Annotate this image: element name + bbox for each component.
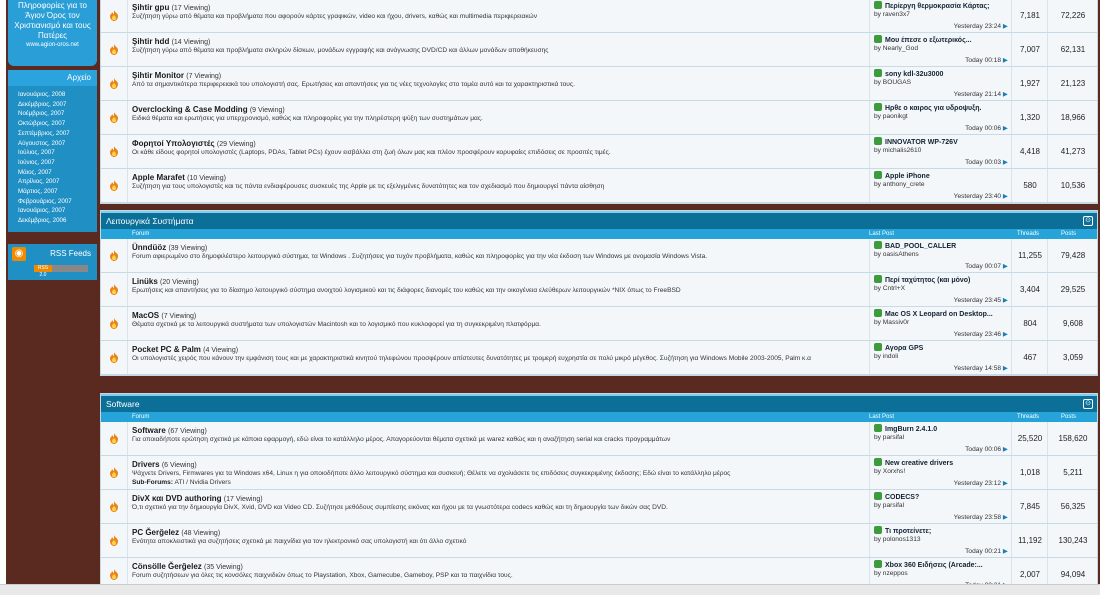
last-post-cell: [869, 101, 1012, 134]
posts-count: 62,131: [1047, 33, 1098, 66]
last-post-author[interactable]: by michalis2610: [874, 147, 922, 154]
forum-row: [101, 307, 1097, 341]
archive-list: [8, 90, 97, 226]
last-post-time-text: Today 00:21: [965, 548, 1002, 555]
forum-viewing: (17 Viewing): [171, 5, 211, 12]
forum-info: [132, 345, 862, 363]
forum-status-cell: [101, 341, 128, 374]
forum-description: Forum συζητήσεων για όλες τις κονσόλες παιχνιδιών όπως το Playstation, Xbox, Gamecube, Gameboy, PSP και τα παιχνίδια τους.: [132, 572, 513, 579]
forum-description: Συζήτηση γύρω από θέματα και προβλήματα που αφορούν κάρτες γραφικών, video και ήχου, drivers, καθώς και multimedia περιφερειακών: [132, 13, 537, 20]
forum-viewing: (14 Viewing): [171, 39, 211, 46]
forum-status-cell: [101, 239, 128, 272]
go-to-post-icon[interactable]: ▶: [1002, 514, 1008, 521]
last-post-cell: [869, 422, 1012, 455]
forum-row: [101, 239, 1097, 273]
forum-info: [132, 528, 862, 546]
collapse-icon[interactable]: ⊙: [1083, 399, 1093, 409]
section-title[interactable]: [101, 211, 1097, 229]
last-post-cell: [869, 524, 1012, 557]
forum-viewing: (7 Viewing): [186, 73, 222, 80]
rss-label[interactable]: RSS Feeds: [50, 249, 91, 258]
last-post-cell: [869, 307, 1012, 340]
forum-status-icon: [108, 501, 120, 512]
forum-info: [132, 37, 862, 55]
forum-info: [132, 494, 862, 512]
go-to-post-icon[interactable]: ▶: [1002, 446, 1008, 453]
post-icon: [874, 343, 882, 351]
posts-count: 21,123: [1047, 67, 1098, 100]
last-post-time-text: Today 00:03: [965, 159, 1002, 166]
post-icon: [874, 526, 882, 534]
last-post-title-text[interactable]: Τι προτείνετε;: [885, 528, 932, 535]
forum-status-cell: [101, 273, 128, 306]
forum-row: [101, 273, 1097, 307]
archive-item[interactable]: Δεκέμβριος, 2007: [18, 100, 67, 108]
posts-count: 158,620: [1047, 422, 1098, 455]
archive-item[interactable]: Ιανουάριος, 2008: [18, 91, 66, 98]
forum-title[interactable]: Software: [132, 426, 166, 435]
forum-status-cell: [101, 490, 128, 523]
last-post-time: [954, 513, 1008, 521]
threads-count: 25,520: [1011, 422, 1048, 455]
last-post-time-text: Today 00:18: [965, 57, 1002, 64]
last-post-author[interactable]: by anthony_crete: [874, 181, 925, 188]
forum-info: [132, 426, 862, 444]
forum-title[interactable]: Overclocking & Case Modding: [132, 105, 248, 114]
last-post-author[interactable]: by paonikgt: [874, 113, 908, 120]
archive-item[interactable]: Ιούνιος, 2007: [18, 158, 55, 166]
col-threads: Threads: [1017, 231, 1040, 237]
col-last-post: Last Post: [869, 414, 895, 420]
last-post-title[interactable]: [874, 103, 981, 112]
last-post-time: [965, 124, 1008, 132]
forum-description: Συζήτηση για τους υπολογιστές και τις πάντα ενδιαφέρουσες συσκευές της Apple με τις εξελιγμένες δυνατότητες και τον σχεδιασμό που δημιουργεί πάντα αίσθηση: [132, 183, 605, 190]
last-post-author[interactable]: by indoli: [874, 353, 899, 360]
last-post-time: [954, 479, 1008, 487]
archive-item[interactable]: Δεκέμβριος, 2006: [18, 217, 67, 225]
threads-count: 1,320: [1011, 101, 1048, 134]
last-post-author[interactable]: by polonos1313: [874, 536, 921, 543]
threads-count: 3,404: [1011, 273, 1048, 306]
forum-status-icon: [108, 433, 120, 444]
forum-status-cell: [101, 456, 128, 489]
forum-title[interactable]: Pocket PC & Palm: [132, 345, 201, 354]
forum-title[interactable]: MacOS: [132, 311, 160, 320]
post-icon: [874, 103, 882, 111]
last-post-title[interactable]: [874, 171, 930, 180]
last-post-cell: [869, 341, 1012, 374]
last-post-time-text: Yesterday 23:45: [953, 297, 1002, 304]
forum-row: [101, 169, 1097, 203]
subforums: [132, 479, 862, 486]
forum-description: Θέματα σχετικά με τα λειτουργικά συστήματα των υπολογιστών Macintosh και το λογισμικό που κυκλοφορεί για τη συγκεκριμένη πλατφόρμα.: [132, 321, 541, 328]
post-icon: [874, 458, 882, 466]
last-post-title-text[interactable]: Xbox 360 Ειδήσεις (Arcade:...: [885, 562, 983, 569]
forum-info: [132, 71, 862, 89]
archive-item[interactable]: Σεπτέμβριος, 2007: [18, 129, 70, 137]
rss-box[interactable]: [8, 244, 97, 280]
forum-info: [132, 243, 862, 261]
forum-title[interactable]: Şihtir hdd: [132, 37, 170, 46]
go-to-post-icon[interactable]: ▶: [1002, 548, 1008, 555]
posts-count: 5,211: [1047, 456, 1098, 489]
post-icon: [874, 241, 882, 249]
last-post-title[interactable]: [874, 35, 972, 44]
last-post-cell: [869, 490, 1012, 523]
forum-viewing: (7 Viewing): [161, 313, 197, 320]
forum-section-1: [100, 210, 1098, 376]
forum-row: [101, 524, 1097, 558]
post-icon: [874, 137, 882, 145]
promo-url[interactable]: www.agion-oros.net: [26, 42, 79, 48]
forum-info: [132, 105, 862, 123]
promo-text: Πληροφορίες για το Άγιον Όρος τον Χριστιανισμό και τους Πατέρες: [14, 1, 91, 40]
forum-viewing: (6 Viewing): [161, 462, 197, 469]
posts-count: 94,094: [1047, 558, 1098, 591]
last-post-title-text[interactable]: CODECS?: [885, 494, 920, 501]
subforum-link[interactable]: ATI / Nvidia Drivers: [174, 479, 231, 486]
last-post-time-text: Yesterday 23:24: [953, 23, 1002, 30]
last-post-time: [954, 296, 1008, 304]
forum-description: Forum αφιερωμένο στο δημοφιλέστερο λειτουργικό σύστημα, τα Windows . Συζητήσεις για τυχόν προβλήματα, καθώς και πληροφορίες για την νέα έκδοση των Windows με ονομασία Windows Vista.: [132, 253, 708, 260]
forum-description: Οι κάθε είδους φορητοί υπολογιστές (Laptops, PDAs, Tablet PCs) έχουν εισβάλλει στη ζωή όλων μας και πλέον προσφέρουν κορυφαίες επιδόσεις σε προσιτές τιμές.: [132, 149, 611, 156]
last-post-title[interactable]: [874, 137, 958, 146]
last-post-title[interactable]: [874, 560, 983, 569]
forum-viewing: (39 Viewing): [168, 245, 208, 252]
rss-icon[interactable]: ◉: [12, 247, 26, 261]
forum-viewing: (35 Viewing): [204, 564, 243, 571]
forum-title[interactable]: Drivers: [132, 460, 160, 469]
col-posts: Posts: [1061, 414, 1077, 420]
last-post-author[interactable]: by Xorxhs!: [874, 468, 906, 475]
threads-count: 11,255: [1011, 239, 1048, 272]
last-post-title-text[interactable]: Ηρθε ο καιρος για υδροψυξη.: [885, 105, 982, 112]
section-title[interactable]: [101, 394, 1097, 412]
last-post-title[interactable]: [874, 458, 953, 467]
posts-count: 9,608: [1047, 307, 1098, 340]
forum-info: [132, 139, 862, 157]
forum-status-icon: [108, 78, 120, 89]
last-post-title-text[interactable]: sony kdl-32u3000: [885, 71, 944, 78]
go-to-post-icon[interactable]: ▶: [1002, 159, 1008, 166]
forum-status-icon: [108, 318, 120, 329]
go-to-post-icon[interactable]: ▶: [1002, 297, 1008, 304]
forum-status-icon: [108, 352, 120, 363]
forum-status-icon: [108, 284, 120, 295]
posts-count: 10,536: [1047, 169, 1098, 202]
archive-box: [8, 70, 97, 232]
col-forum: Forum: [132, 414, 150, 420]
post-icon: [874, 69, 882, 77]
last-post-title-text[interactable]: New creative drivers: [885, 460, 954, 467]
last-post-time-text: Yesterday 23:46: [953, 331, 1002, 338]
forum-row: [101, 33, 1097, 67]
forum-title[interactable]: Şihtir Monitor: [132, 71, 184, 80]
forum-status-icon: [108, 569, 120, 580]
last-post-title[interactable]: [874, 1, 989, 10]
go-to-post-icon[interactable]: ▶: [1002, 57, 1008, 64]
last-post-title-text[interactable]: Apple iPhone: [885, 173, 930, 180]
forum-viewing: (67 Viewing): [168, 428, 207, 435]
last-post-title[interactable]: [874, 69, 943, 78]
last-post-time: [965, 547, 1008, 555]
forum-description: Ό,τι σχετικό για την δημιουργία DivX, Xvid, DVD και Video CD. Συζήτησε μεθόδους συμπίεσης εικόνας και ήχου με τα γνωστότερα codecs καθώς και τη δημιουργία των δικών σας DVD.: [132, 504, 668, 511]
last-post-cell: [869, 273, 1012, 306]
forum-info: [132, 562, 862, 580]
last-post-time-text: Yesterday 23:58: [953, 514, 1002, 521]
last-post-author[interactable]: by Massiv0r: [874, 319, 910, 326]
last-post-title[interactable]: [874, 275, 970, 284]
last-post-title-text[interactable]: INNOVATOR WP-726V: [885, 139, 958, 146]
archive-item[interactable]: Οκτώβριος, 2007: [18, 120, 66, 128]
last-post-title[interactable]: [874, 309, 993, 318]
forum-status-cell: [101, 0, 128, 32]
forum-row: [101, 0, 1097, 33]
section-title-text[interactable]: Software: [106, 399, 140, 409]
forum-viewing: (4 Viewing): [203, 347, 239, 354]
last-post-time: [954, 330, 1008, 338]
last-post-title[interactable]: [874, 241, 956, 250]
threads-count: 2,007: [1011, 558, 1048, 591]
last-post-title[interactable]: [874, 526, 931, 535]
last-post-title[interactable]: [874, 424, 937, 433]
post-icon: [874, 1, 882, 9]
forum-status-cell: [101, 67, 128, 100]
forum-title[interactable]: Cönsölle Ğerğelez: [132, 562, 202, 571]
post-icon: [874, 560, 882, 568]
forum-status-icon: [108, 44, 120, 55]
last-post-author[interactable]: by parsifal: [874, 434, 905, 441]
posts-count: 130,243: [1047, 524, 1098, 557]
posts-count: 79,428: [1047, 239, 1098, 272]
archive-item[interactable]: Αύγουστος, 2007: [18, 139, 66, 147]
go-to-post-icon[interactable]: ▶: [1002, 91, 1008, 98]
last-post-time-text: Yesterday 23:12: [953, 480, 1002, 487]
last-post-author[interactable]: by nzeppos: [874, 570, 908, 577]
threads-count: 4,418: [1011, 135, 1048, 168]
forum-status-cell: [101, 33, 128, 66]
forum-info: [132, 3, 862, 21]
last-post-cell: [869, 169, 1012, 202]
forum-status-icon: [108, 250, 120, 261]
forum-viewing: (10 Viewing): [187, 175, 226, 182]
last-post-time-text: Yesterday 23:40: [953, 193, 1002, 200]
last-post-title-text[interactable]: ImgBurn 2.4.1.0: [885, 426, 938, 433]
forum-status-icon: [108, 180, 120, 191]
forum-info: [132, 311, 862, 329]
col-threads: Threads: [1017, 414, 1040, 420]
forum-row: [101, 456, 1097, 490]
forum-row: [101, 490, 1097, 524]
forum-info: [132, 173, 862, 191]
forum-info: [132, 460, 862, 486]
forum-section-0: [100, 0, 1098, 204]
rss-badge[interactable]: [34, 265, 88, 278]
forum-description: Οι υπολογιστές χειρός που κάνουν την εμφάνιση τους και με χαρακτηριστικά κινητού τηλεφώνου προσφέρουν απίστευτες δυνατότητες με τρομερή ευχρηστία σε πολύ μικρό μέγεθος. Συζήτηση για Windows Mobile 2003-2005, Palm κ.α: [132, 355, 811, 362]
last-post-cell: [869, 135, 1012, 168]
forum-description: Από τα σημαντικότερα περιφερειακά του υπολογιστή σας. Ερωτήσεις και απαντήσεις για τις νέες τεχνολογίες στο τομέα αυτό και τα χαρακτηριστικά τους.: [132, 81, 575, 88]
forum-title[interactable]: Φορητοί Υπολογιστές: [132, 139, 215, 148]
forum-info: [132, 277, 862, 295]
last-post-author[interactable]: by BOUGAS: [874, 79, 912, 86]
posts-count: 72,226: [1047, 0, 1098, 32]
last-post-title-text[interactable]: Mac OS X Leopard on Desktop...: [885, 311, 993, 318]
forum-viewing: (9 Viewing): [249, 107, 285, 114]
section-title-text[interactable]: Λειτουργικά Συστήματα: [106, 216, 194, 226]
col-posts: Posts: [1061, 231, 1077, 237]
threads-count: 11,192: [1011, 524, 1048, 557]
threads-count: 467: [1011, 341, 1048, 374]
last-post-cell: [869, 456, 1012, 489]
go-to-post-icon[interactable]: ▶: [1002, 365, 1008, 372]
forum-title[interactable]: Ünndüöz: [132, 243, 167, 252]
last-post-title[interactable]: [874, 492, 919, 501]
last-post-time: [954, 192, 1008, 200]
forum-description: Συζήτηση γύρω από θέματα και προβλήματα σκληρών δίσκων, μονάδων εγγραφής και ανάγνωσης DVD/CD και άλλων μονάδων αποθήκευσης: [132, 47, 549, 54]
forum-row: [101, 135, 1097, 169]
forum-status-icon: [108, 535, 120, 546]
threads-count: 7,007: [1011, 33, 1048, 66]
page-edge: [0, 0, 6, 595]
post-icon: [874, 309, 882, 317]
archive-item[interactable]: Μάιος, 2007: [18, 168, 52, 176]
forum-title[interactable]: Linüks: [132, 277, 158, 286]
forum-title[interactable]: Apple Marafet: [132, 173, 185, 182]
posts-count: 29,525: [1047, 273, 1098, 306]
post-icon: [874, 424, 882, 432]
forum-row: [101, 341, 1097, 375]
forum-status-cell: [101, 422, 128, 455]
archive-title: Αρχείο: [8, 70, 97, 86]
go-to-post-icon[interactable]: ▶: [1002, 125, 1008, 132]
archive-item[interactable]: Μάρτιος, 2007: [18, 188, 58, 196]
last-post-time-text: Yesterday 21:14: [953, 91, 1002, 98]
last-post-title-text[interactable]: Περίεργη θερμοκρασία Κάρτας;: [885, 3, 990, 10]
forum-title[interactable]: DivX και DVD authoring: [132, 494, 222, 503]
col-forum: Forum: [132, 231, 150, 237]
go-to-post-icon[interactable]: ▶: [1002, 23, 1008, 30]
threads-count: 580: [1011, 169, 1048, 202]
forum-viewing: (48 Viewing): [181, 530, 221, 537]
last-post-time: [954, 90, 1008, 98]
archive-item[interactable]: Ιούλιος, 2007: [18, 149, 55, 157]
forum-status-icon: [108, 146, 120, 157]
forum-row: [101, 101, 1097, 135]
posts-count: 18,966: [1047, 101, 1098, 134]
last-post-author[interactable]: by oasisAthens: [874, 251, 919, 258]
last-post-author[interactable]: by raven3x7: [874, 11, 910, 18]
forum-description: Για οποιαδήποτε ερώτηση σχετικά με κάποια εφαρμογή, εδώ είναι το κατάλληλο μέρος. Απαγορεύονται θέματα σχετικά με warez καθώς και η αναζήτηση serial και cracks προγραμμάτων: [132, 436, 671, 443]
go-to-post-icon[interactable]: ▶: [1002, 331, 1008, 338]
last-post-cell: [869, 0, 1012, 32]
last-post-cell: [869, 67, 1012, 100]
collapse-icon[interactable]: ⊙: [1083, 216, 1093, 226]
last-post-time: [965, 56, 1008, 64]
column-header: [101, 412, 1097, 422]
archive-item[interactable]: Φεβρουάριος, 2007: [18, 197, 72, 205]
go-to-post-icon[interactable]: ▶: [1002, 193, 1008, 200]
forum-status-cell: [101, 135, 128, 168]
horizontal-scrollbar[interactable]: [0, 584, 1100, 595]
last-post-cell: [869, 33, 1012, 66]
threads-count: 1,927: [1011, 67, 1048, 100]
last-post-cell: [869, 239, 1012, 272]
forum-viewing: (29 Viewing): [216, 141, 256, 148]
go-to-post-icon[interactable]: ▶: [1002, 480, 1008, 487]
subforums-label: Sub-Forums:: [132, 479, 174, 486]
last-post-title-text[interactable]: Αγορα GPS: [885, 345, 924, 352]
forum-viewing: (20 Viewing): [160, 279, 199, 286]
posts-count: 3,059: [1047, 341, 1098, 374]
forum-description: Ενότητα αποκλειστικά για συζητήσεις σχετικά με παιχνίδια για τον ηλεκτρονικό σας υπολογιστή και ότι άλλο σχετικό: [132, 538, 467, 545]
forum-description: Ψάχνετε Drivers, Firmwares για τα Windows x64, Linux η για οποιοδήποτε άλλο λειτουργικό σύστημα και συσκευή; Θέλετε να σχολιάσετε τις επιδόσεις συγκεκριμένης έκδοσης; Εδώ είναι το κατάλληλο μέρος: [132, 470, 731, 477]
post-icon: [874, 35, 882, 43]
forum-status-cell: [101, 169, 128, 202]
forum-section-2: [100, 393, 1098, 593]
last-post-title[interactable]: [874, 343, 923, 352]
last-post-time: [965, 158, 1008, 166]
forum-status-icon: [108, 112, 120, 123]
last-post-author[interactable]: by Nearly_God: [874, 45, 918, 52]
forum-row: [101, 422, 1097, 456]
posts-count: 56,325: [1047, 490, 1098, 523]
forum-status-icon: [108, 10, 120, 21]
forum-row: [101, 67, 1097, 101]
rss-badge-label: RSS 2.0: [34, 265, 52, 272]
forum-status-cell: [101, 524, 128, 557]
forum-status-cell: [101, 307, 128, 340]
last-post-time: [954, 364, 1008, 372]
post-icon: [874, 275, 882, 283]
last-post-time-text: Today 00:06: [965, 446, 1002, 453]
last-post-title-text[interactable]: Περί ταχύτητος (και μόνο): [885, 277, 971, 284]
threads-count: 804: [1011, 307, 1048, 340]
archive-item[interactable]: Απρίλιος, 2007: [18, 178, 60, 186]
last-post-time-text: Today 00:07: [965, 263, 1002, 270]
last-post-title-text[interactable]: BAD_POOL_CALLER: [885, 243, 957, 250]
post-icon: [874, 171, 882, 179]
threads-count: 7,181: [1011, 0, 1048, 32]
left-panel: [0, 0, 97, 595]
forum-status-cell: [101, 101, 128, 134]
promo-box[interactable]: [8, 0, 97, 66]
last-post-author[interactable]: by Cntrl+X: [874, 285, 905, 292]
column-header: [101, 229, 1097, 239]
forum-title[interactable]: Şihtir gpu: [132, 3, 170, 12]
last-post-time: [965, 445, 1008, 453]
archive-item[interactable]: Ιανουάριος, 2007: [18, 207, 66, 215]
last-post-time-text: Today 00:06: [965, 125, 1002, 132]
go-to-post-icon[interactable]: ▶: [1002, 263, 1008, 270]
last-post-title-text[interactable]: Μου έπεσε ο εξωτερικός...: [885, 37, 972, 44]
forum-description: Ειδικά θέματα και ερωτήσεις για υπερχρονισμό, καθώς και πληροφορίες για την πληρέστερη ψύξη των συστημάτων μας.: [132, 115, 483, 122]
threads-count: 7,845: [1011, 490, 1048, 523]
post-icon: [874, 492, 882, 500]
last-post-author[interactable]: by parsifal: [874, 502, 905, 509]
last-post-time: [965, 262, 1008, 270]
last-post-time-text: Yesterday 14:58: [953, 365, 1002, 372]
forum-status-icon: [108, 467, 120, 478]
threads-count: 1,018: [1011, 456, 1048, 489]
posts-count: 41,273: [1047, 135, 1098, 168]
forum-viewing: (17 Viewing): [223, 496, 263, 503]
forum-title[interactable]: PC Ğerğelez: [132, 528, 180, 537]
col-last-post: Last Post: [869, 231, 895, 237]
forum-description: Ερωτήσεις και απαντήσεις για το δίασημο λειτουργικό σύστημα ανοιχτού λογισμικού και τις διάφορες διανομές του καθώς και την οικογένεια ελεύθερων λειτουργικών *NIX όπως το FreeBSD: [132, 287, 681, 294]
archive-item[interactable]: Νοέμβριος, 2007: [18, 110, 65, 118]
last-post-time: [954, 22, 1008, 30]
